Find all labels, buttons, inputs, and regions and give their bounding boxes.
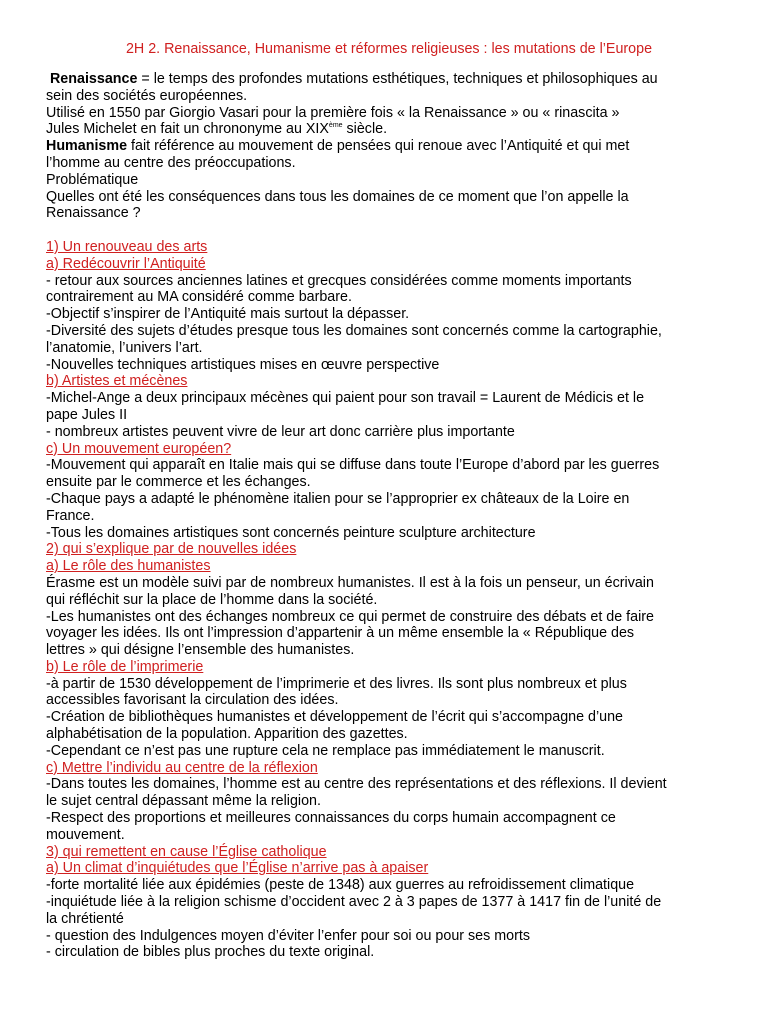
body-line: l’anatomie, l’univers l’art. <box>46 339 203 356</box>
humanisme-term: Humanisme <box>46 138 128 155</box>
section-1b-heading: b) Artistes et mécènes <box>46 373 188 390</box>
body-line: -Chaque pays a adapté le phénomène italien pour se l’approprier ex châteaux de la Loire en <box>46 490 630 507</box>
document-page <box>46 40 732 961</box>
body-line: mouvement. <box>46 826 125 843</box>
body-line: qui réfléchit sur la place de l’homme dans la société. <box>46 591 378 608</box>
body-line: -Michel-Ange a deux principaux mécènes qui paient pour son travail = Laurent de Médicis et le <box>46 390 645 407</box>
body-line: la chrétienté <box>46 910 124 927</box>
page-title: 2H 2. Renaissance, Humanisme et réformes religieuses : les mutations de l’Europe <box>125 41 653 57</box>
body-line: -inquiétude liée à la religion schisme d’occident avec 2 à 3 papes de 1377 à 1417 fin de l’unité de <box>46 894 662 911</box>
body-line: accessibles favorisant la circulation des idées. <box>46 692 339 709</box>
humanisme-definition: Humanisme fait référence au mouvement de pensées qui renoue avec l’Antiquité et qui met <box>46 138 630 155</box>
body-line: -Dans toutes les domaines, l’homme est au centre des représentations et des réflexions. Il devient <box>46 776 667 793</box>
body-line: pape Jules II <box>46 406 128 423</box>
section-2b-heading: b) Le rôle de l’imprimerie <box>46 658 204 675</box>
body-line: -Nouvelles techniques artistiques mises en œuvre perspective <box>46 356 440 373</box>
section-3a-body <box>46 877 732 961</box>
body-line: -Tous les domaines artistiques sont concernés peinture sculpture architecture <box>46 524 536 541</box>
body-line: France. <box>46 507 95 524</box>
section-1b-body <box>46 390 732 440</box>
problematique-label: Problématique <box>46 171 139 188</box>
body-line: lettres » qui désigne l’ensemble des humanistes. <box>46 642 355 659</box>
body-line: contrairement au MA considéré comme barbare. <box>46 289 352 306</box>
section-1c-body <box>46 457 732 541</box>
superscript-eme: ème <box>328 122 343 130</box>
section-2a-heading: a) Le rôle des humanistes <box>46 558 211 575</box>
section-3a-heading: a) Un climat d’inquiétudes que l’Église n’arrive pas à apaiser <box>46 860 429 877</box>
body-line: -Respect des proportions et meilleures connaissances du corps humain accompagnent ce <box>46 810 616 827</box>
body-line: -Mouvement qui apparaît en Italie mais qui se diffuse dans toute l’Europe d’abord par les guerres <box>46 457 660 474</box>
body-line: voyager les idées. Ils ont l’impression d’appartenir à un même ensemble la « République des <box>46 625 635 642</box>
body-line: -Diversité des sujets d’études presque tous les domaines sont concernés comme la cartographie, <box>46 322 662 339</box>
body-line: -à partir de 1530 développement de l’imprimerie et des livres. Ils sont plus nombreux et plus <box>46 675 627 692</box>
humanisme-definition-cont: l’homme au centre des préoccupations. <box>46 154 296 171</box>
body-line: alphabétisation de la population. Apparition des gazettes. <box>46 726 408 743</box>
body-line: -Création de bibliothèques humanistes et développement de l’écrit qui s’accompagne d’une <box>46 709 623 726</box>
problematique-question: Quelles ont été les conséquences dans tous les domaines de ce moment que l’on appelle la <box>46 188 629 205</box>
section-1-heading: 1) Un renouveau des arts <box>46 238 208 255</box>
section-1c-heading: c) Un mouvement européen? <box>46 440 232 457</box>
body-line: -Les humanistes ont des échanges nombreux ce qui permet de construire des débats et de faire <box>46 608 654 625</box>
section-2a-body <box>46 575 732 659</box>
section-2b-body <box>46 676 732 760</box>
body-line: - retour aux sources anciennes latines et grecques considérées comme moments importants <box>46 272 632 289</box>
vasari-line: Utilisé en 1550 par Giorgio Vasari pour la première fois « la Renaissance » ou « rinascita » <box>46 104 620 121</box>
body-line: ensuite par le commerce et les échanges. <box>46 474 311 491</box>
renaissance-definition-cont: sein des sociétés européennes. <box>46 87 248 104</box>
body-line: -Cependant ce n’est pas une rupture cela ne remplace pas immédiatement le manuscrit. <box>46 742 605 759</box>
renaissance-definition: Renaissance = le temps des profondes mutations esthétiques, techniques et philosophiques au <box>49 71 658 87</box>
section-2-heading: 2) qui s’explique par de nouvelles idées <box>46 541 297 558</box>
body-line: - question des Indulgences moyen d’éviter l’enfer pour soi ou pour ses morts <box>46 927 530 944</box>
section-1a-heading: a) Redécouvrir l’Antiquité <box>46 255 206 272</box>
section-1a-body <box>46 273 732 374</box>
body-line: - nombreux artistes peuvent vivre de leur art donc carrière plus importante <box>46 423 515 440</box>
body-line: Érasme est un modèle suivi par de nombreux humanistes. Il est à la fois un penseur, un écrivain <box>46 574 654 591</box>
problematique-question-cont: Renaissance ? <box>46 205 141 222</box>
section-3-heading: 3) qui remettent en cause l’Église catholique <box>46 843 327 860</box>
michelet-line: Jules Michelet en fait un chrononyme au XIXème siècle. <box>46 121 388 138</box>
body-line: -Objectif s’inspirer de l’Antiquité mais surtout la dépasser. <box>46 306 410 323</box>
body-line: - circulation de bibles plus proches du texte original. <box>46 944 375 961</box>
renaissance-term: Renaissance <box>49 71 138 87</box>
spacer <box>46 222 732 239</box>
section-2c-body <box>46 776 732 843</box>
body-line: le sujet central dépassant même la religion. <box>46 793 321 810</box>
body-line: -forte mortalité liée aux épidémies (peste de 1348) aux guerres au refroidissement climatique <box>46 877 635 894</box>
section-2c-heading: c) Mettre l’individu au centre de la réflexion <box>46 759 318 776</box>
